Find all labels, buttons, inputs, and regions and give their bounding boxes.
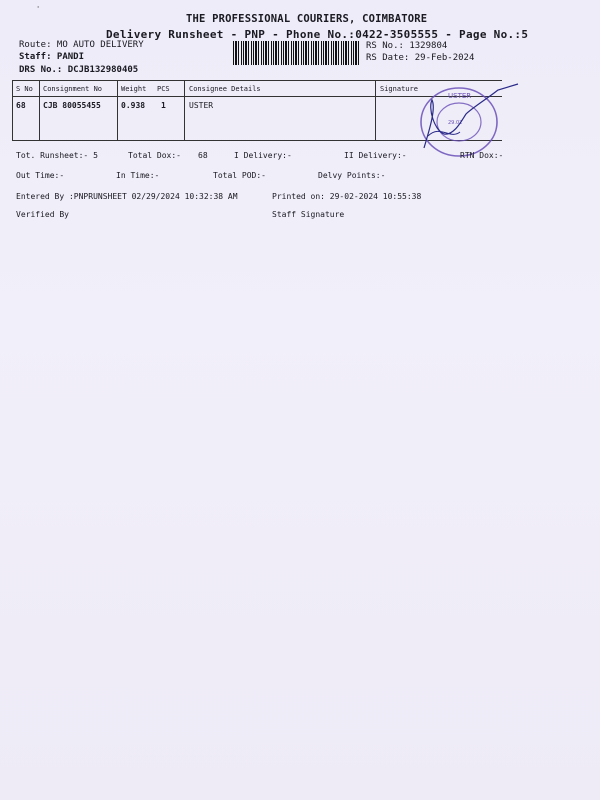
th-weight: Weight — [121, 85, 147, 93]
company-title: THE PROFESSIONAL COURIERS, COIMBATORE — [186, 13, 428, 25]
th-sno: S No — [16, 85, 33, 93]
entered-by: Entered By :PNPRUNSHEET 02/29/2024 10:32:38 AM — [16, 192, 238, 201]
cell-consignment: CJB 80055455 — [43, 101, 101, 110]
total-dox-label: Total Dox:- — [128, 151, 181, 160]
col-divider — [375, 80, 376, 140]
stamp-text: USTER — [448, 92, 472, 100]
cell-weight: 0.938 — [121, 101, 146, 110]
stray-mark: ' — [36, 5, 41, 13]
total-pod: Total POD:- — [213, 171, 266, 180]
cell-sno: 68 — [16, 101, 26, 110]
rs-number: RS No.: 1329804 — [366, 41, 448, 51]
rtn-dox: RTN Dox:- — [460, 151, 504, 160]
in-time: In Time:- — [116, 171, 160, 180]
barcode — [233, 41, 359, 65]
tot-runsheet: Tot. Runsheet:- 5 — [16, 151, 98, 160]
route-label: Route: MO AUTO DELIVERY — [19, 40, 144, 50]
col-divider — [39, 80, 40, 140]
delvy-points: Delvy Points:- — [318, 171, 386, 180]
verified-by: Verified By — [16, 210, 69, 219]
cell-pcs: 1 — [161, 101, 166, 110]
out-time: Out Time:- — [16, 171, 65, 180]
total-dox-value: 68 — [198, 151, 208, 160]
runsheet-subtitle: Delivery Runsheet - PNP - Phone No.:0422-3505555 - Page No.:5 — [106, 28, 529, 41]
ii-delivery: II Delivery:- — [344, 151, 407, 160]
col-divider — [12, 80, 13, 140]
printed-on: Printed on: 29-02-2024 10:55:38 — [272, 192, 422, 201]
col-divider — [117, 80, 118, 140]
rs-date: RS Date: 29-Feb-2024 — [366, 53, 475, 63]
signature-scribble — [410, 78, 525, 158]
th-consignment: Consignment No — [43, 85, 103, 93]
th-consignee: Consignee Details — [189, 85, 261, 93]
svg-text:29.02: 29.02 — [448, 120, 463, 126]
i-delivery: I Delivery:- — [234, 151, 292, 160]
th-signature: Signature — [380, 85, 418, 93]
cell-consignee: USTER — [189, 101, 214, 110]
staff-signature: Staff Signature — [272, 210, 345, 219]
th-pcs: PCS — [157, 85, 170, 93]
col-divider — [184, 80, 185, 140]
drs-number: DRS No.: DCJB132980405 — [19, 65, 139, 75]
staff-label: Staff: PANDI — [19, 52, 85, 62]
